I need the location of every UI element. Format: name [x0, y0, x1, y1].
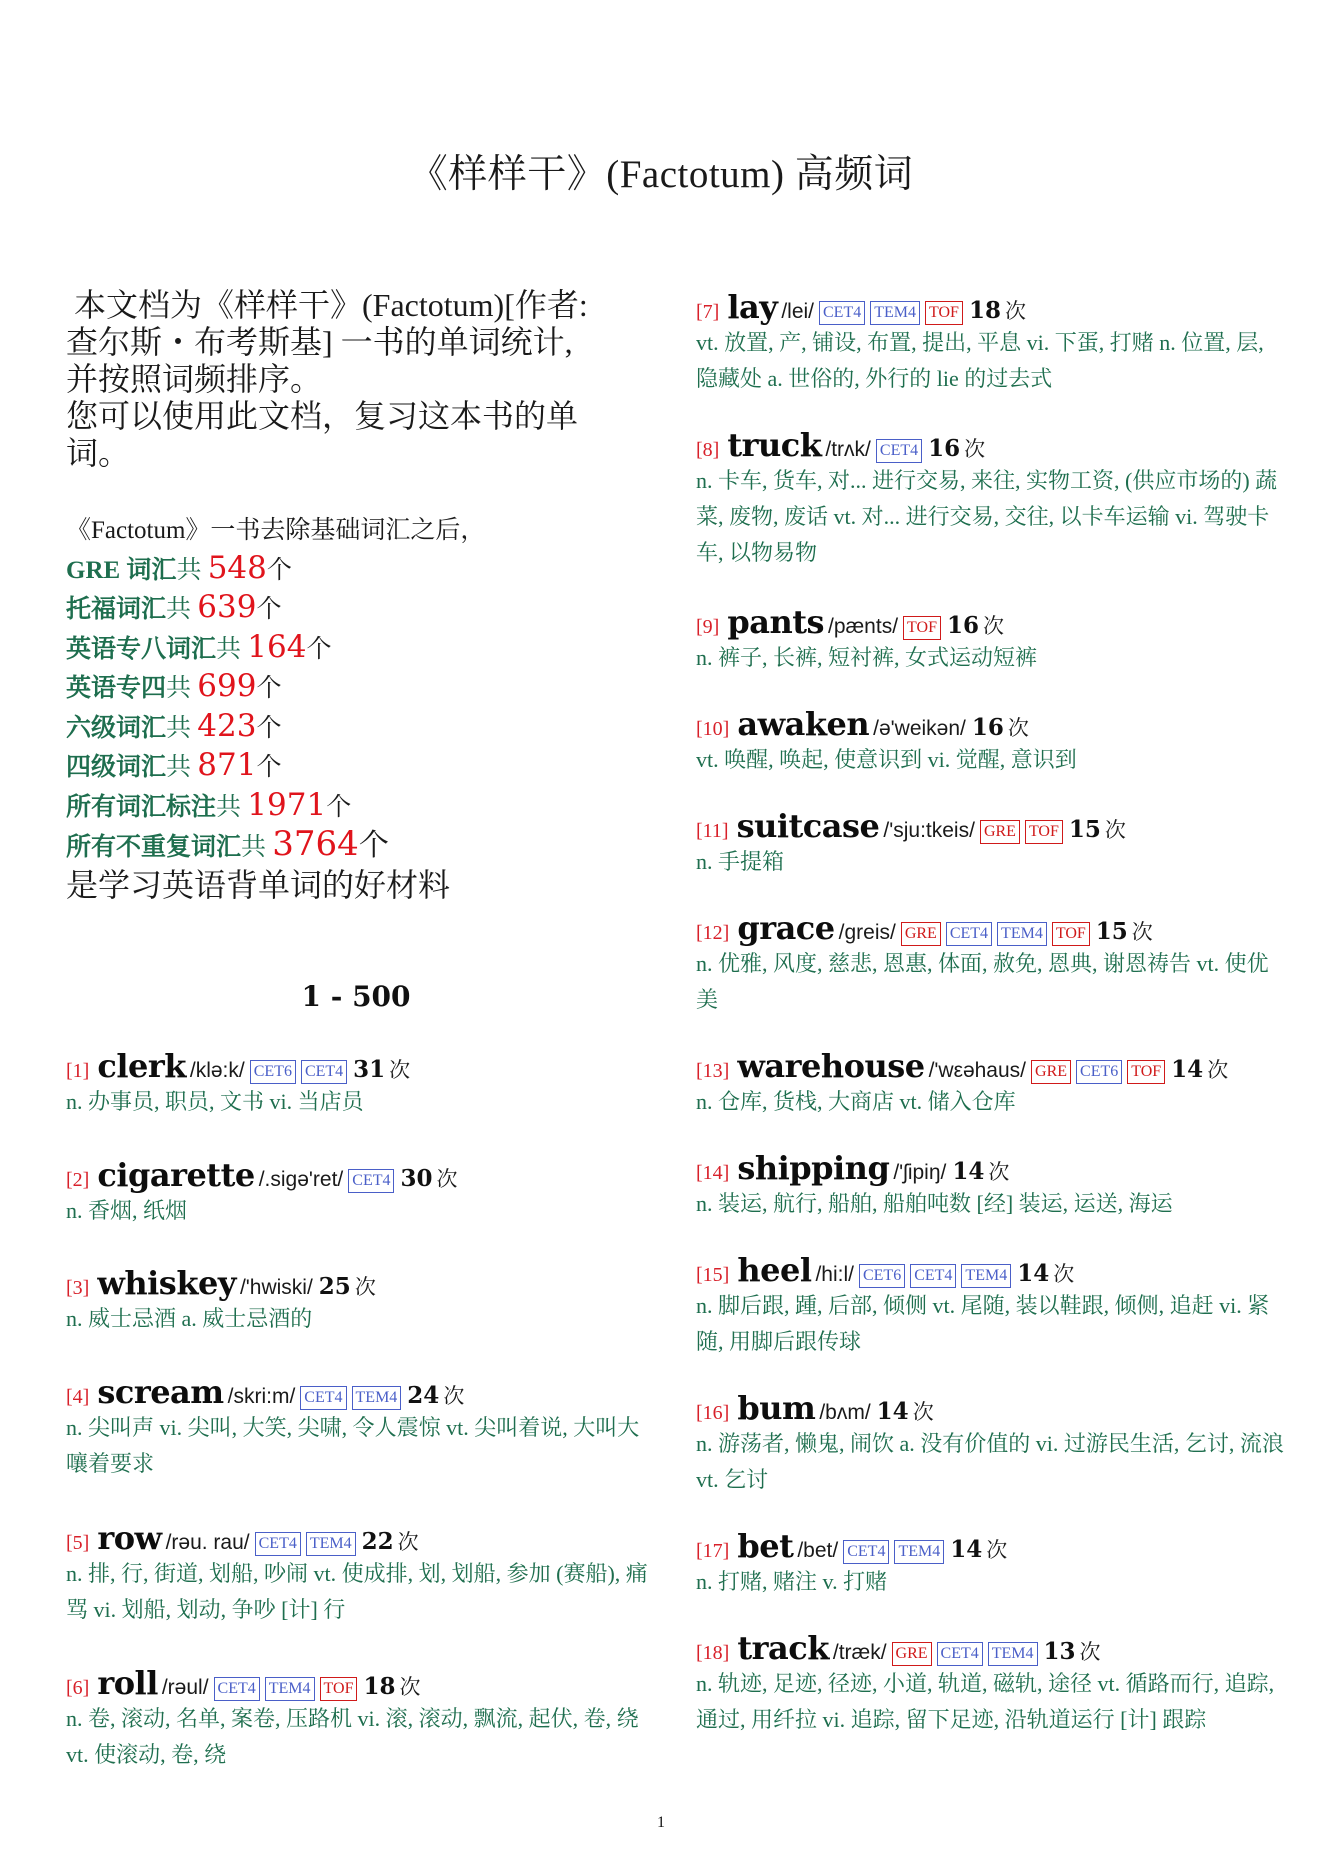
word-entry	[696, 425, 1286, 571]
entry-phonetic: /rəu. rau/	[165, 1531, 250, 1554]
frequency-unit: 次	[986, 1538, 1008, 1562]
exam-tag-badge: CET4	[214, 1677, 260, 1701]
frequency-unit: 次	[1053, 1262, 1075, 1286]
exam-tag-badge: CET6	[250, 1060, 296, 1084]
entry-phonetic: /bʌm/	[819, 1401, 871, 1424]
entry-word: heel	[737, 1251, 812, 1289]
entry-phonetic: /rəul/	[161, 1676, 209, 1699]
entry-phonetic: /klə:k/	[189, 1059, 245, 1082]
frequency-unit: 次	[1004, 299, 1026, 323]
entry-index: [16]	[696, 1402, 730, 1424]
word-entry	[696, 1148, 1286, 1222]
entry-definition: n. 仓库, 货栈, 大商店 vt. 储入仓库	[696, 1089, 1016, 1114]
stats-closing: 是学习英语背单词的好材料	[66, 866, 451, 903]
stat-unit: 个	[256, 754, 282, 781]
entry-header	[66, 1046, 656, 1086]
entry-definition: n. 裤子, 长裤, 短衬裤, 女式运动短裤	[696, 645, 1038, 670]
entry-word: track	[737, 1629, 829, 1667]
exam-tag-badge: TOF	[320, 1677, 358, 1701]
stat-unit: 个	[358, 829, 389, 862]
exam-tag-badge: GRE	[892, 1642, 932, 1666]
stat-gong: 共	[216, 793, 248, 821]
stat-gong: 共	[166, 675, 198, 702]
entry-index: [18]	[696, 1642, 730, 1664]
frequency-count: 24	[407, 1382, 440, 1409]
stat-row-all-unique	[66, 826, 646, 867]
entry-definition: n. 办事员, 职员, 文书 vi. 当店员	[66, 1089, 364, 1114]
exam-tag-badge: CET6	[1076, 1060, 1122, 1084]
exam-tag-badge: GRE	[901, 922, 941, 946]
stat-row-all-tagged	[66, 787, 646, 827]
stat-unit: 个	[266, 556, 292, 584]
entry-definition: n. 打赌, 赌注 v. 打赌	[696, 1569, 888, 1594]
entry-phonetic: /lei/	[781, 300, 814, 323]
exam-tag-badge: TOF	[1052, 922, 1090, 946]
entry-word: row	[97, 1519, 162, 1557]
entry-word: grace	[737, 909, 835, 947]
frequency-unit: 次	[397, 1530, 419, 1554]
vocabulary-stats	[66, 513, 646, 903]
page-title: 《样样干》(Factotum) 高频词	[408, 153, 914, 196]
entry-phonetic: /træk/	[832, 1641, 887, 1664]
stat-count: 548	[207, 549, 267, 586]
exam-tag-badge: TEM4	[961, 1264, 1011, 1288]
frequency-unit: 次	[436, 1167, 458, 1191]
frequency-unit: 次	[912, 1400, 934, 1424]
exam-tag-badge: CET4	[348, 1169, 394, 1193]
frequency-unit: 次	[1007, 716, 1029, 740]
entry-definition: n. 香烟, 纸烟	[66, 1198, 188, 1223]
entry-word: bet	[737, 1527, 794, 1565]
exam-tag-badge: TEM4	[306, 1532, 356, 1556]
word-entry	[696, 287, 1286, 397]
entry-word: truck	[727, 426, 822, 464]
word-entry	[696, 704, 1286, 778]
exam-tag-badge: CET4	[876, 439, 922, 463]
stat-gong: 共	[216, 635, 248, 663]
exam-tag-badge: TEM4	[870, 301, 920, 325]
stat-unit: 个	[326, 793, 352, 821]
stat-gong: 共	[166, 714, 198, 742]
stat-label: GRE 词汇	[66, 556, 177, 584]
entry-index: [15]	[696, 1264, 730, 1286]
frequency-unit: 次	[399, 1675, 421, 1699]
entry-index: [4]	[66, 1386, 90, 1408]
frequency-count: 15	[1068, 816, 1101, 843]
entry-index: [14]	[696, 1162, 730, 1184]
stat-count: 3764	[272, 824, 359, 864]
exam-tag-badge: CET4	[301, 1060, 347, 1084]
exam-tag-badge: CET4	[946, 922, 992, 946]
entry-phonetic: /greis/	[838, 921, 896, 944]
exam-tag-badge: CET4	[255, 1532, 301, 1556]
intro-line: 并按照词频排序。	[66, 361, 323, 397]
stat-unit: 个	[306, 635, 332, 663]
word-entry	[66, 1046, 656, 1120]
entry-phonetic: /hi:l/	[815, 1263, 854, 1286]
entry-index: [9]	[696, 616, 720, 638]
entry-header	[66, 1663, 656, 1703]
exam-tag-badge: TEM4	[352, 1386, 402, 1410]
stat-unit: 个	[256, 596, 282, 623]
entry-definition: n. 威士忌酒 a. 威士忌酒的	[66, 1306, 313, 1331]
word-entry	[66, 1372, 656, 1482]
frequency-count: 22	[361, 1528, 394, 1555]
entry-header	[696, 704, 1286, 744]
entry-header	[696, 1628, 1286, 1668]
entry-header	[696, 1148, 1286, 1188]
entry-phonetic: /trʌk/	[825, 438, 871, 461]
entry-header	[66, 1263, 656, 1303]
entry-definition: n. 脚后跟, 踵, 后部, 倾侧 vt. 尾随, 装以鞋跟, 倾侧, 追赶 vi. 紧随, 用脚后跟传球	[696, 1293, 1270, 1354]
frequency-count: 16	[971, 714, 1004, 741]
word-entry	[66, 1518, 656, 1628]
entry-word: clerk	[97, 1047, 186, 1085]
entry-definition: n. 手提箱	[696, 849, 785, 874]
frequency-unit: 次	[1079, 1640, 1101, 1664]
frequency-count: 14	[1017, 1260, 1050, 1287]
stat-row-cet6	[66, 708, 646, 748]
frequency-count: 18	[968, 297, 1001, 324]
exam-tag-badge: CET4	[819, 301, 865, 325]
entry-definition: n. 优雅, 风度, 慈悲, 恩惠, 体面, 赦免, 恩典, 谢恩祷告 vt. 使优美	[696, 951, 1269, 1012]
entry-header	[66, 1372, 656, 1412]
frequency-unit: 次	[389, 1058, 411, 1082]
entry-header	[696, 1250, 1286, 1290]
stat-unit: 个	[256, 714, 282, 742]
exam-tag-badge: GRE	[1031, 1060, 1071, 1084]
stat-row-tem4	[66, 668, 646, 708]
word-entry	[696, 1526, 1286, 1600]
entry-index: [13]	[696, 1060, 730, 1082]
entry-word: whiskey	[97, 1264, 236, 1302]
stat-count: 871	[197, 747, 257, 783]
frequency-count: 31	[353, 1056, 386, 1083]
entry-header	[696, 287, 1286, 327]
exam-tag-badge: CET4	[910, 1264, 956, 1288]
frequency-unit: 次	[1207, 1058, 1229, 1082]
entry-word: shipping	[737, 1149, 890, 1187]
stat-row-tem8	[66, 629, 646, 669]
frequency-unit: 次	[354, 1275, 376, 1299]
frequency-unit: 次	[964, 437, 986, 461]
frequency-unit: 次	[1131, 920, 1153, 944]
stat-count: 639	[197, 589, 257, 625]
entry-header	[696, 806, 1286, 846]
stat-row-cet4	[66, 747, 646, 787]
exam-tag-badge: TEM4	[894, 1540, 944, 1564]
entry-index: [8]	[696, 439, 720, 461]
entry-word: lay	[727, 288, 778, 326]
entry-definition: n. 装运, 航行, 船舶, 船舶吨数 [经] 装运, 运送, 海运	[696, 1191, 1173, 1216]
stat-unit: 个	[256, 675, 282, 702]
entry-header	[696, 602, 1286, 642]
entry-definition: n. 排, 行, 街道, 划船, 吵闹 vt. 使成排, 划, 划船, 参加 (赛船), 痛骂 vi. 划船, 划动, 争吵 [计] 行	[66, 1561, 648, 1622]
frequency-count: 15	[1095, 918, 1128, 945]
intro-line: 您可以使用此文档，复习这本书的单	[66, 398, 579, 434]
entry-phonetic: /bet/	[797, 1539, 839, 1562]
frequency-count: 14	[952, 1158, 985, 1185]
intro-line: 本文档为《样样干》(Factotum)[作者:	[74, 287, 588, 323]
stat-count: 699	[197, 668, 257, 704]
intro-line: 词。	[66, 435, 131, 471]
entry-index: [6]	[66, 1677, 90, 1699]
entry-word: roll	[97, 1664, 158, 1702]
entry-phonetic: /ə'weikən/	[873, 717, 966, 740]
frequency-count: 25	[318, 1273, 351, 1300]
stat-gong: 共	[166, 754, 198, 781]
frequency-count: 30	[400, 1165, 433, 1192]
stat-label: 所有不重复词汇	[66, 834, 242, 861]
entry-word: awaken	[737, 705, 870, 743]
entry-phonetic: /'ʃipiŋ/	[893, 1161, 947, 1184]
frequency-unit: 次	[983, 614, 1004, 638]
stat-count: 1971	[247, 786, 327, 823]
exam-tag-badge: TOF	[925, 301, 963, 325]
entry-header	[696, 1526, 1286, 1566]
entry-header	[696, 908, 1286, 948]
word-entry	[696, 1250, 1286, 1360]
frequency-count: 14	[950, 1536, 983, 1563]
entry-index: [1]	[66, 1060, 90, 1082]
entry-index: [3]	[66, 1277, 90, 1299]
stat-gong: 共	[176, 556, 208, 584]
entry-definition: vt. 放置, 产, 铺设, 布置, 提出, 平息 vi. 下蛋, 打赌 n. 位置, 层, 隐藏处 a. 世俗的, 外行的 lie 的过去式	[696, 330, 1264, 391]
frequency-count: 13	[1043, 1638, 1076, 1665]
entry-word: pants	[727, 603, 824, 641]
entry-phonetic: /.sigə'ret/	[258, 1168, 344, 1191]
stat-gong: 共	[166, 596, 198, 623]
word-entry	[696, 1628, 1286, 1738]
exam-tag-badge: TEM4	[988, 1642, 1038, 1666]
exam-tag-badge: CET6	[859, 1264, 905, 1288]
stat-label: 英语专八词汇	[66, 635, 217, 663]
exam-tag-badge: TEM4	[997, 922, 1047, 946]
entry-definition: n. 轨迹, 足迹, 径迹, 小道, 轨道, 磁轨, 途径 vt. 循路而行, 追踪, 通过, 用纤拉 vi. 追踪, 留下足迹, 沿轨道运行 [计] 跟踪	[696, 1671, 1275, 1732]
stat-label: 托福词汇	[66, 596, 167, 623]
entry-word: cigarette	[97, 1156, 255, 1194]
exam-tag-badge: TOF	[1127, 1060, 1165, 1084]
stats-lead: 《Factotum》一书去除基础词汇之后，	[66, 517, 486, 544]
entry-index: [10]	[696, 718, 730, 740]
entry-phonetic: /skri:m/	[227, 1385, 296, 1408]
page-number: 1	[657, 1814, 665, 1831]
word-entry	[696, 908, 1286, 1018]
entry-definition: n. 尖叫声 vi. 尖叫, 大笑, 尖啸, 令人震惊 vt. 尖叫着说, 大叫大嚷着要求	[66, 1415, 640, 1476]
entry-index: [2]	[66, 1169, 90, 1191]
entry-index: [11]	[696, 820, 729, 842]
stat-label: 四级词汇	[66, 754, 167, 781]
stat-label: 所有词汇标注	[66, 793, 217, 821]
entry-header	[696, 1046, 1286, 1086]
entry-word: scream	[97, 1373, 224, 1411]
entry-header	[66, 1518, 656, 1558]
entry-word: bum	[737, 1389, 816, 1427]
entry-index: [7]	[696, 301, 720, 323]
word-entry	[696, 602, 1286, 676]
stat-label: 六级词汇	[66, 714, 167, 742]
entry-word: suitcase	[736, 807, 880, 845]
exam-tag-badge: GRE	[980, 820, 1020, 844]
frequency-count: 14	[876, 1398, 909, 1425]
entry-index: [17]	[696, 1540, 730, 1562]
exam-tag-badge: TOF	[1025, 820, 1063, 844]
entry-phonetic: /'sju:tkeis/	[883, 819, 975, 842]
intro-line: 查尔斯・布考斯基] 一书的单词统计,	[66, 324, 573, 360]
stat-count: 423	[197, 707, 257, 744]
entry-definition: n. 游荡者, 懒鬼, 闹饮 a. 没有价值的 vi. 过游民生活, 乞讨, 流浪 vt. 乞讨	[696, 1431, 1284, 1492]
stat-label: 英语专四	[66, 675, 167, 702]
entry-word: warehouse	[737, 1047, 925, 1085]
word-entry	[66, 1155, 656, 1229]
frequency-count: 14	[1171, 1056, 1204, 1083]
word-entry	[66, 1663, 656, 1773]
entry-phonetic: /'hwiski/	[239, 1276, 313, 1299]
frequency-count: 16	[928, 435, 961, 462]
entry-definition: vt. 唤醒, 唤起, 使意识到 vi. 觉醒, 意识到	[696, 747, 1077, 772]
exam-tag-badge: TEM4	[265, 1677, 315, 1701]
word-entry	[696, 806, 1286, 880]
entry-definition: n. 卷, 滚动, 名单, 案卷, 压路机 vi. 滚, 滚动, 飘流, 起伏, 卷, 绕 vt. 使滚动, 卷, 绕	[66, 1706, 639, 1767]
frequency-unit: 次	[443, 1384, 465, 1408]
entry-index: [5]	[66, 1532, 90, 1554]
word-entry	[66, 1263, 656, 1337]
entry-index: [12]	[696, 922, 730, 944]
stat-gong: 共	[241, 834, 273, 861]
exam-tag-badge: CET4	[937, 1642, 983, 1666]
entry-header	[696, 1388, 1286, 1428]
intro-paragraph	[66, 287, 646, 472]
stat-row-toefl	[66, 589, 646, 629]
frequency-count: 18	[363, 1673, 396, 1700]
section-heading: 1 - 500	[301, 980, 411, 1013]
word-entry	[696, 1388, 1286, 1498]
entry-header	[696, 425, 1286, 465]
exam-tag-badge: CET4	[300, 1386, 346, 1410]
word-entry	[696, 1046, 1286, 1120]
exam-tag-badge: CET4	[843, 1540, 889, 1564]
entry-phonetic: /pænts/	[828, 615, 899, 638]
exam-tag-badge: TOF	[903, 616, 941, 640]
frequency-unit: 次	[988, 1160, 1010, 1184]
frequency-count: 16	[946, 612, 979, 639]
stat-row-gre	[66, 550, 646, 590]
frequency-unit: 次	[1104, 818, 1126, 842]
entry-phonetic: /'wεəhaus/	[928, 1059, 1027, 1082]
stat-count: 164	[247, 628, 307, 665]
entry-definition: n. 卡车, 货车, 对... 进行交易, 来往, 实物工资, (供应市场的) 蔬菜, 废物, 废话 vt. 对... 进行交易, 交往, 以卡车运输 vi. 驾驶卡车, 以物易物	[696, 468, 1278, 565]
entry-header	[66, 1155, 656, 1195]
